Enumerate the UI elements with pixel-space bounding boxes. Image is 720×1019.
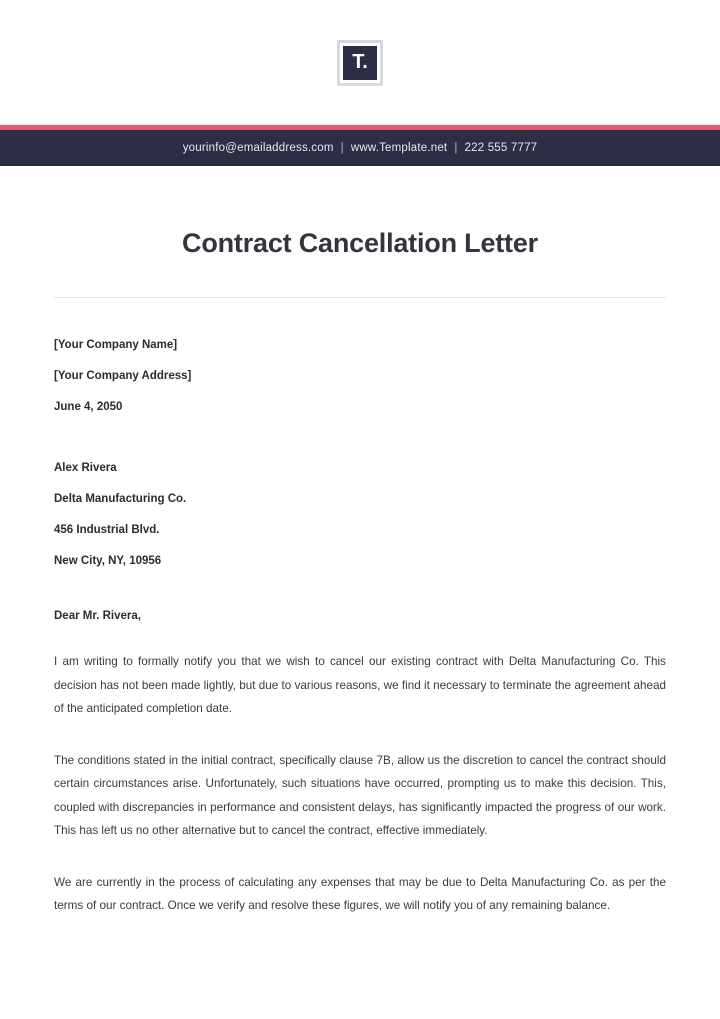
- body-paragraph-2: The conditions stated in the initial contract, specifically clause 7B, allow us the discretion to cancel the contract should certain circumstances arise. Unfortunately, such situations have occurred, prompting us to make this decision. This, coupled with discrepancies in performance and consistent delays, has significantly impacted the progress of our work. This has left us no other alternative but to cancel the contract, effective immediately.: [54, 753, 666, 837]
- contact-email: yourinfo@emailaddress.com: [182, 142, 334, 154]
- page-title: Contract Cancellation Letter: [182, 228, 538, 258]
- logo-area: [0, 0, 720, 125]
- sender-company-name: [Your Company Name]: [54, 339, 178, 351]
- letter-date: June 4, 2050: [54, 401, 123, 413]
- recipient-block: [54, 453, 666, 577]
- body-paragraph-3: We are currently in the process of calculating any expenses that may be due to Delta Manufacturing Co. as per the terms of our contract. Once we verify and resolve these figures, we will notify you of any remaining balance.: [54, 875, 666, 912]
- brand-logo: [337, 40, 383, 86]
- body-paragraph-1: I am writing to formally notify you that we wish to cancel our existing contract with Delta Manufacturing Co. This decision has not been made lightly, but due to various reasons, we find it necessary to terminate the agreement ahead of the anticipated completion date.: [54, 655, 666, 715]
- logo-mark-text: T.: [343, 46, 377, 80]
- recipient-city-state-zip: New City, NY, 10956: [54, 555, 162, 567]
- title-section: [0, 166, 720, 298]
- sender-company-address: [Your Company Address]: [54, 370, 192, 382]
- letter-body: [0, 330, 720, 918]
- contact-separator-2: |: [454, 142, 458, 154]
- sender-block: [54, 330, 666, 423]
- contact-bar: [0, 130, 720, 166]
- contact-separator-1: |: [340, 142, 344, 154]
- contact-website: www.Template.net: [350, 142, 448, 154]
- recipient-street: 456 Industrial Blvd.: [54, 524, 160, 536]
- title-divider: [54, 297, 666, 298]
- salutation: Dear Mr. Rivera,: [54, 610, 141, 622]
- recipient-company: Delta Manufacturing Co.: [54, 493, 187, 505]
- contact-phone: 222 555 7777: [464, 142, 538, 154]
- recipient-name: Alex Rivera: [54, 462, 117, 474]
